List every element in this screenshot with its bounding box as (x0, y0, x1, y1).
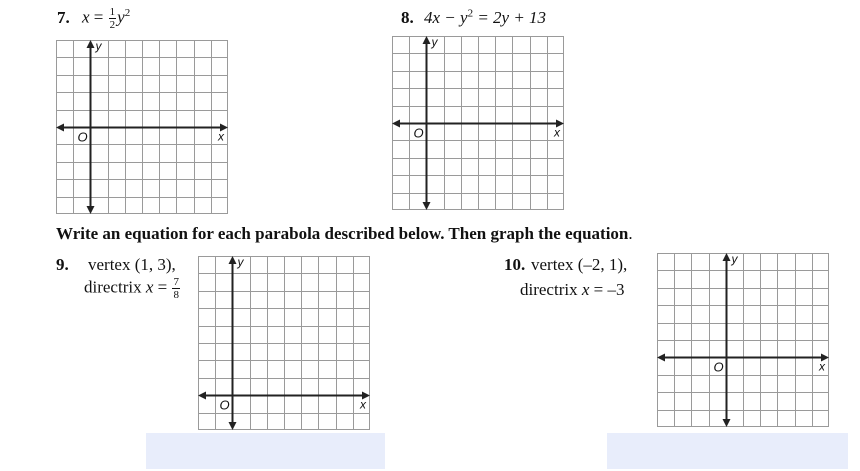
x-axis-label: x (554, 125, 560, 140)
y-axis-label: y (95, 40, 102, 53)
y-axis-arrow-down (87, 206, 95, 214)
y-axis-arrow-down (723, 419, 731, 427)
origin-label: O (77, 129, 88, 145)
x-axis-arrow-left (657, 354, 665, 362)
problem-7-equation (82, 6, 130, 31)
p10-directrix-label: directrix (520, 280, 582, 299)
x-axis-label: x (360, 397, 366, 412)
y-axis-arrow-down (229, 422, 237, 430)
p8-eq-a: 4x − y (424, 8, 468, 27)
p10-directrix-var: x (581, 280, 590, 299)
p7-var: y (117, 7, 125, 27)
p7-equals: = (93, 7, 104, 27)
p7-exp: 2 (124, 6, 131, 19)
x-axis-arrow-left (392, 120, 400, 128)
origin-label: O (713, 359, 724, 375)
graph-grid-8 (392, 36, 564, 210)
p10-vertex: vertex (–2, 1), (531, 255, 628, 274)
p8-exp: 2 (467, 7, 474, 20)
p10-directrix (520, 280, 624, 300)
y-axis-label: y (431, 36, 438, 49)
y-axis-arrow-down (423, 202, 431, 210)
graph-grid-9 (198, 256, 370, 430)
y-axis-arrow-up (229, 256, 237, 264)
problem-8-equation (424, 8, 546, 28)
p8-eq-b: = 2y + 13 (473, 8, 547, 27)
p9-directrix-var: x (145, 277, 154, 297)
p9-fraction (172, 276, 180, 301)
answer-box-10[interactable] (607, 433, 848, 469)
p7-frac-den: 2 (109, 19, 116, 31)
x-axis-label: x (218, 129, 224, 144)
x-axis-arrow-left (198, 392, 206, 400)
x-axis-label: x (819, 359, 825, 374)
p9-frac-den: 8 (173, 289, 179, 301)
problem-7-number: 7. (57, 8, 70, 27)
p10-directrix-equals: = (589, 280, 608, 299)
x-axis-arrow-left (56, 124, 64, 132)
y-axis-label: y (731, 253, 738, 266)
p7-fraction (109, 6, 117, 31)
p7-lhs: x (82, 7, 90, 27)
problem-10-number: 10. (504, 255, 526, 274)
y-axis-arrow-up (423, 36, 431, 44)
p9-vertex: vertex (1, 3), (88, 255, 176, 274)
p9-directrix-label: directrix (84, 277, 146, 297)
graph-grid-10 (657, 253, 829, 427)
graph-grid-7 (56, 40, 228, 214)
problem-8-number: 8. (401, 8, 414, 27)
origin-label: O (413, 125, 424, 141)
p7-frac-num: 1 (109, 6, 116, 18)
instruction-main: Write an equation for each parabola described below. Then graph the equation (56, 224, 629, 243)
p9-directrix-equals: = (153, 277, 172, 297)
p10-directrix-value: –3 (607, 280, 625, 299)
instruction-period: . (628, 224, 633, 243)
y-axis-label: y (237, 256, 244, 269)
instruction-text (56, 224, 633, 244)
y-axis-arrow-up (87, 40, 95, 48)
origin-label: O (219, 397, 230, 413)
p9-directrix (84, 276, 181, 301)
problem-9-number: 9. (56, 255, 69, 274)
p9-frac-num: 7 (173, 276, 179, 288)
y-axis-arrow-up (723, 253, 731, 261)
answer-box-9[interactable] (146, 433, 385, 469)
